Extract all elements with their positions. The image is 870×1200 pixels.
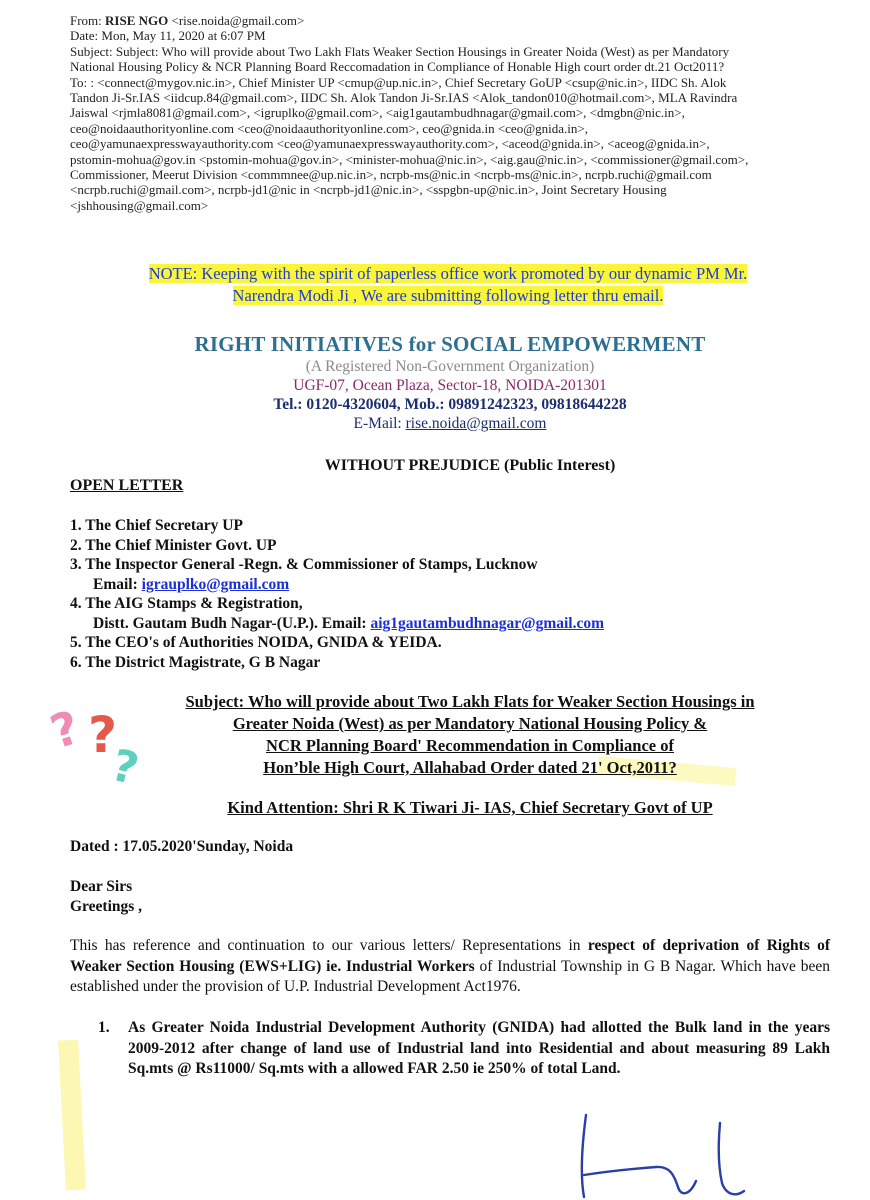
recipient-list <box>70 516 604 672</box>
to-line: <ncrpb.ruchi@gmail.com>, ncrpb-jd1@nic in <ncrpb-jd1@nic.in>, <sspgbn-up@nic.in>, Joint Secretary Housing <box>70 182 667 198</box>
to-line: pstomin-mohua@gov.in <pstomin-mohua@gov.in>, <minister-mohua@nic.in>, <aig.gau@nic.in>, <commissioner@gmail.com>, <box>70 151 749 167</box>
to-line: Tandon Ji-Sr.IAS <iidcup.84@gmail.com>, IIDC Sh. Alok Tandon Ji-Sr.IAS <Alok_tandon010@hotmail.com>, MLA Ravindra <box>70 90 738 106</box>
letter-subject <box>70 691 870 779</box>
subject-line: Hon’ble High Court, Allahabad Order dated 21' Oct,2011? <box>263 758 677 777</box>
paperless-note <box>98 263 798 307</box>
from-name: RISE NGO <box>105 13 169 28</box>
to-line: To: : <connect@mygov.nic.in>, Chief Minister UP <cmup@up.nic.in>, Chief Secretary GoUP <csup@nic.in>, IIDC Sh. Alok <box>70 74 727 90</box>
note-line-2: Narendra Modi Ji , We are submitting following letter thru email. <box>232 286 664 305</box>
org-name: RIGHT INITIATIVES for SOCIAL EMPOWERMENT <box>194 332 706 356</box>
subject-line: National Housing Policy & NCR Planning Board Reccomadation in Compliance of Honable High court order dt.21 Oct2011? <box>70 59 725 75</box>
org-email-line: E-Mail: rise.noida@gmail.com <box>353 415 547 432</box>
email-header <box>70 13 830 213</box>
recipient-email-line: Email: igrauplko@gmail.com <box>93 575 290 593</box>
from-line: From: RISE NGO <rise.noida@gmail.com> <box>70 13 305 28</box>
recipient-item: 5. The CEO's of Authorities NOIDA, GNIDA & YEIDA. <box>70 634 442 651</box>
to-line: ceo@noidaauthorityonline.com <ceo@noidaauthorityonline.com>, ceo@gnida.in <ceo@gnida.in>, <box>70 120 588 136</box>
to-line: <jshhousing@gmail.com> <box>70 197 209 213</box>
recipient-item: 6. The District Magistrate, G B Nagar <box>70 653 321 671</box>
org-address: UGF-07, Ocean Plaza, Sector-18, NOIDA-201301 <box>293 377 607 394</box>
intro-bold: respect of deprivation of Rights of Weaker Section Housing (EWS+LIG) ie. Industrial Workers <box>70 937 830 975</box>
org-email-link[interactable]: rise.noida@gmail.com <box>405 415 547 432</box>
from-address: <rise.noida@gmail.com> <box>168 13 305 28</box>
without-prejudice-heading: WITHOUT PREJUDICE (Public Interest) <box>324 457 616 474</box>
letter-date: Dated : 17.05.2020'Sunday, Noida <box>70 838 294 855</box>
igr-email-link[interactable]: igrauplko@gmail.com <box>141 575 290 593</box>
subject-line: Subject: Who will provide about Two Lakh Flats for Weaker Section Housings in <box>185 692 755 711</box>
recipient-email-line: Distt. Gautam Budh Nagar-(U.P.). Email: aig1gautambudhnagar@gmail.com <box>93 614 605 632</box>
to-line: Commissioner, Meerut Division <commmnee@up.nic.in>, ncrpb-ms@nic.in <ncrpb-ms@nic.in>, ncrpb.ruchi@gmail.com <box>70 167 712 183</box>
subject-line: Greater Noida (West) as per Mandatory National Housing Policy & <box>232 714 708 733</box>
subject-line: Subject: Subject: Who will provide about Two Lakh Flats Weaker Section Housings in Greater Noida (West) as per Mandatory <box>70 43 730 59</box>
recipient-item: 3. The Inspector General -Regn. & Commissioner of Stamps, Lucknow <box>70 556 538 573</box>
org-type: (A Registered Non-Government Organization) <box>305 358 595 375</box>
intro-paragraph: This has reference and continuation to our various letters/ Representations in respect of deprivation of Rights of Weaker Section Housing (EWS+LIG) ie. Industrial Workers of Industrial Township in G B Nagar. Which have been established under the provision of U.P. Industrial Development Act1976. <box>70 937 830 995</box>
svg-text:?: ? <box>106 739 144 796</box>
open-letter-heading: OPEN LETTER <box>70 477 184 494</box>
numbered-point <box>70 1018 830 1080</box>
svg-text:?: ? <box>43 699 86 760</box>
date-line: Date: Mon, May 11, 2020 at 6:07 PM <box>70 28 266 44</box>
salutation-block <box>70 877 142 916</box>
svg-text:?: ? <box>88 706 118 764</box>
salutation: Dear Sirs <box>70 878 133 895</box>
signature-icon <box>560 1105 800 1200</box>
aig-email-link[interactable]: aig1gautambudhnagar@gmail.com <box>370 614 605 632</box>
recipient-item: 2. The Chief Minister Govt. UP <box>70 536 277 554</box>
recipient-item: 1. The Chief Secretary UP <box>70 517 243 534</box>
greeting: Greetings , <box>70 897 143 915</box>
point-number: 1. <box>98 1019 110 1036</box>
org-phones: Tel.: 0120-4320604, Mob.: 09891242323, 09818644228 <box>273 396 627 413</box>
to-line: Jaiswal <rjmla8081@gmail.com>, <igruplko@gmail.com>, <aig1gautambudhnagar@gmail.com>, <dmgbn@nic.in>, <box>70 105 685 121</box>
point-text: As Greater Noida Industrial Development Authority (GNIDA) had allotted the Bulk land in the years 2009-2012 after change of land use of Industrial land into Residential and about measuring 89 Lakh Sq.mts @ Rs11000/ Sq.mts with a allowed FAR 2.50 ie 250% of total Land. <box>128 1019 830 1077</box>
to-line: ceo@yamunaexpresswayauthority.com <ceo@yamunaexpresswayauthority.com>, <aceod@gnida.in>, <aceog@gnida.in>, <box>70 136 710 152</box>
kind-attention: Kind Attention: Shri R K Tiwari Ji- IAS, Chief Secretary Govt of UP <box>227 798 713 817</box>
subject-line: NCR Planning Board' Recommendation in Compliance of <box>266 736 674 755</box>
recipient-item: 4. The AIG Stamps & Registration, <box>70 595 303 612</box>
note-line-1: NOTE: Keeping with the spirit of paperless office work promoted by our dynamic PM Mr. <box>148 264 748 283</box>
letterhead <box>70 331 830 433</box>
